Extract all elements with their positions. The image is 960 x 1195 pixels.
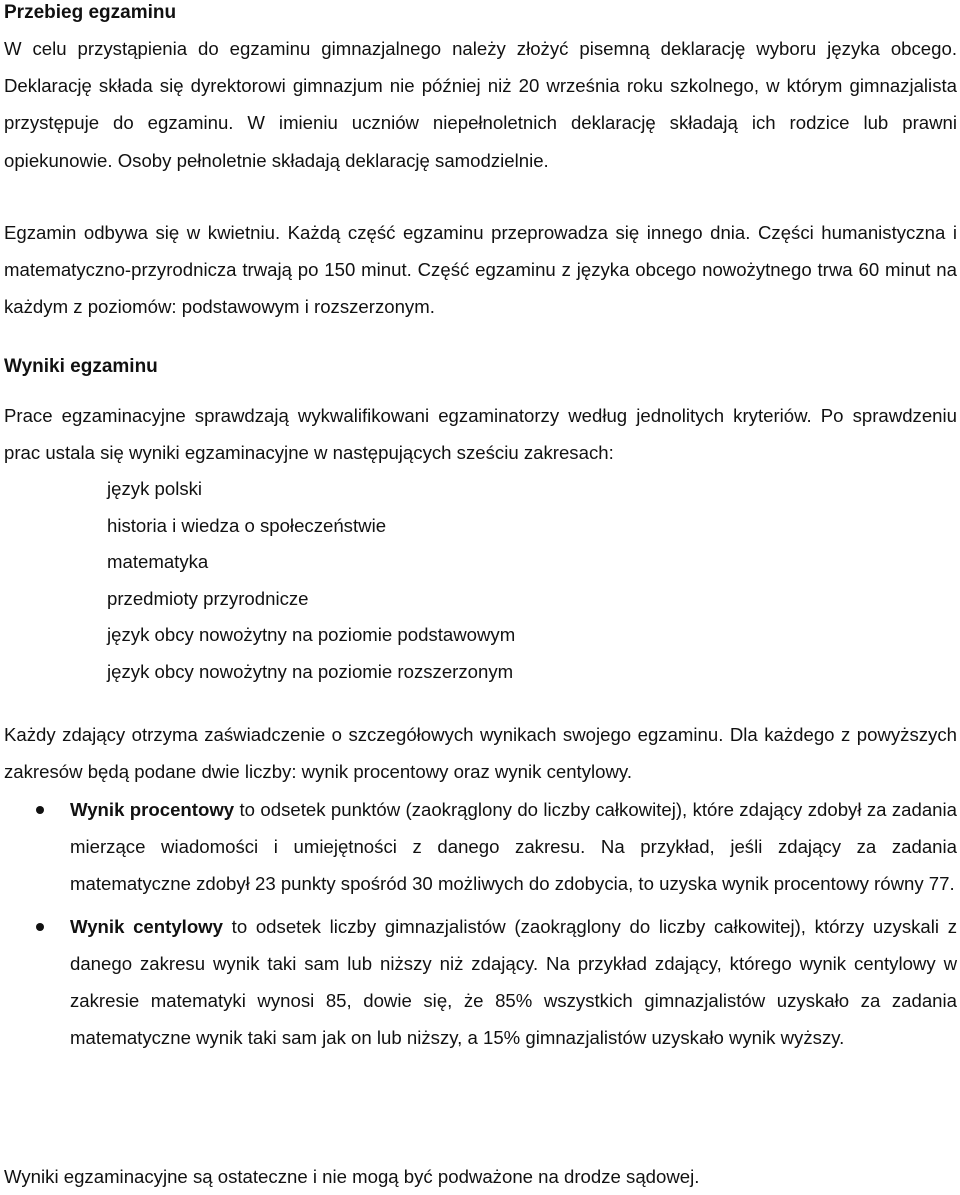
definition-text	[70, 791, 957, 903]
definition-item-centylowy	[0, 908, 957, 1057]
list-item: przedmioty przyrodnicze	[107, 587, 309, 609]
list-item: matematyka	[107, 551, 209, 573]
bullet-icon	[36, 806, 44, 814]
paragraph-ostateczne: Wyniki egzaminacyjne są ostateczne i nie mogą być podważone na drodze sądowej.	[4, 1166, 700, 1187]
definition-text	[70, 908, 957, 1057]
definition-body: to odsetek punktów (zaokrąglony do liczby całkowitej), które zdający zdobył za zadania mierzące wiadomości i umiejętności z danego zakresu. Na przykład, jeśli zdający za zadania matematyczne zdobył 23 punkty spośród 30 możliwych do zdobycia, to uzyska wynik procentowy równy 77.	[70, 799, 957, 895]
definition-term: Wynik centylowy	[70, 915, 223, 937]
definition-body: to odsetek liczby gimnazjalistów (zaokrąglony do liczby całkowitej), którzy uzyskali z danego zakresu wynik taki sam lub niższy niż zdający. Na przykład zdający, którego wynik centylowy w zakresie matematyki wynosi 85, dowie się, że 85% wszystkich gimnazjalistów uzyskało za zadania matematyczne wynik taki sam jak on lub niższy, a 15% gimnazjalistów uzyskało wynik wyższy.	[70, 915, 957, 1049]
definition-term: Wynik procentowy	[70, 799, 235, 820]
list-item: język obcy nowożytny na poziomie rozszerzonym	[107, 660, 514, 682]
definitions-list	[0, 791, 957, 1061]
section-heading-przebieg: Przebieg egzaminu	[4, 2, 177, 23]
zakresy-list	[107, 471, 515, 691]
list-item: historia i wiedza o społeczeństwie	[107, 514, 387, 536]
bullet-icon	[36, 923, 44, 931]
paragraph-deklaracja: W celu przystąpienia do egzaminu gimnazjalnego należy złożyć pisemną deklarację wyboru języka obcego. Deklarację składa się dyrektorowi gimnazjum nie później niż 20 września roku szkolnego, w którym gimnazjalista przystępuje do egzaminu. W imieniu uczniów niepełnoletnich deklarację składają ich rodzice lub prawni opiekunowie. Osoby pełnoletnie składają deklarację samodzielnie.	[4, 38, 957, 171]
paragraph-sprawdzanie: Prace egzaminacyjne sprawdzają wykwalifikowani egzaminatorzy według jednolitych kryteriów. Po sprawdzeniu prac ustala się wyniki egzaminacyjne w następujących sześciu zakresach:	[4, 405, 957, 464]
paragraph-zaswiadczenie: Każdy zdający otrzyma zaświadczenie o szczegółowych wynikach swojego egzaminu. Dla każdego z powyższych zakresów będą podane dwie liczby: wynik procentowy oraz wynik centylowy.	[4, 724, 957, 783]
list-item: język polski	[107, 478, 203, 499]
definition-item-procentowy	[0, 791, 957, 903]
section-heading-wyniki: Wyniki egzaminu	[4, 356, 158, 377]
paragraph-termin: Egzamin odbywa się w kwietniu. Każdą część egzaminu przeprowadza się innego dnia. Części humanistyczna i matematyczno-przyrodnicza trwają po 150 minut. Część egzaminu z języka obcego nowożytnego trwa 60 minut na każdym z poziomów: podstawowym i rozszerzonym.	[4, 222, 957, 318]
list-item: język obcy nowożytny na poziomie podstawowym	[107, 624, 516, 646]
